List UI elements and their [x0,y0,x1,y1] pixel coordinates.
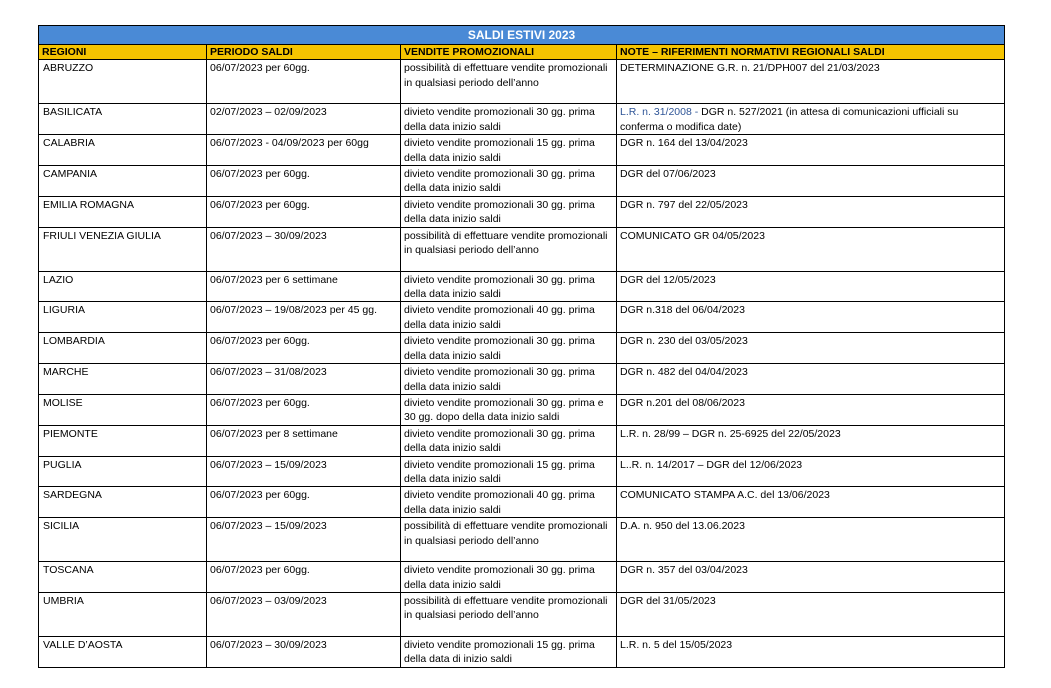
note-text: DGR n.201 del 08/06/2023 [620,396,745,409]
cell-region: FRIULI VENEZIA GIULIA [39,227,207,271]
cell-region: PIEMONTE [39,425,207,456]
cell-region: MOLISE [39,394,207,425]
table-row [39,562,1005,593]
cell-period: 06/07/2023 per 60gg. [207,487,401,518]
table-row [39,60,1005,104]
cell-promo: possibilità di effettuare vendite promozionali in qualsiasi periodo dell’anno [401,227,617,271]
table-body [39,60,1005,667]
note-text: DGR n. 482 del 04/04/2023 [620,366,748,379]
note-text: DGR n.318 del 06/04/2023 [620,304,745,317]
note-text: COMUNICATO GR 04/05/2023 [620,229,765,242]
cell-period: 06/07/2023 per 60gg. [207,394,401,425]
table-row [39,227,1005,271]
cell-period: 06/07/2023 – 15/09/2023 [207,456,401,487]
cell-region: LIGURIA [39,302,207,333]
cell-note [617,487,1005,518]
cell-promo: divieto vendite promozionali 30 gg. prima della data inizio saldi [401,333,617,364]
table-row [39,196,1005,227]
note-text: DGR n. 797 del 22/05/2023 [620,198,748,211]
table-row [39,302,1005,333]
cell-period: 06/07/2023 per 60gg. [207,166,401,197]
cell-note [617,104,1005,135]
table-row [39,333,1005,364]
header-vendite-promozionali: VENDITE PROMOZIONALI [401,45,617,60]
cell-region: BASILICATA [39,104,207,135]
note-text: DETERMINAZIONE G.R. n. 21/DPH007 del 21/03/2023 [620,62,880,75]
cell-region: EMILIA ROMAGNA [39,196,207,227]
saldi-table-container [38,25,1004,668]
cell-region: CALABRIA [39,135,207,166]
cell-note [617,196,1005,227]
cell-note [617,425,1005,456]
cell-note [617,135,1005,166]
table-row [39,166,1005,197]
header-periodo-saldi: PERIODO SALDI [207,45,401,60]
cell-promo: divieto vendite promozionali 30 gg. prima della data inizio saldi [401,196,617,227]
cell-period: 06/07/2023 per 60gg. [207,562,401,593]
cell-region: LAZIO [39,271,207,302]
cell-promo: possibilità di effettuare vendite promozionali in qualsiasi periodo dell’anno [401,592,617,636]
cell-region: CAMPANIA [39,166,207,197]
cell-promo: divieto vendite promozionali 40 gg. prima della data inizio saldi [401,487,617,518]
cell-promo: divieto vendite promozionali 40 gg. prima della data inizio saldi [401,302,617,333]
cell-region: TOSCANA [39,562,207,593]
cell-period: 06/07/2023 – 30/09/2023 [207,636,401,667]
cell-note [617,636,1005,667]
cell-promo: divieto vendite promozionali 30 gg. prima della data inizio saldi [401,364,617,395]
table-row [39,456,1005,487]
cell-note [617,364,1005,395]
cell-promo: divieto vendite promozionali 30 gg. prima della data inizio saldi [401,562,617,593]
cell-promo: possibilità di effettuare vendite promozionali in qualsiasi periodo dell’anno [401,518,617,562]
cell-period: 06/07/2023 - 04/09/2023 per 60gg [207,135,401,166]
note-text: DGR del 07/06/2023 [620,168,716,181]
cell-promo: possibilità di effettuare vendite promozionali in qualsiasi periodo dell’anno [401,60,617,104]
note-text: L.R. n. 5 del 15/05/2023 [620,638,733,651]
saldi-table [38,25,1005,668]
table-row [39,636,1005,667]
cell-promo: divieto vendite promozionali 30 gg. prima della data inizio saldi [401,166,617,197]
note-text: COMUNICATO STAMPA A.C. del 13/06/2023 [620,489,830,502]
cell-region: VALLE D’AOSTA [39,636,207,667]
table-row [39,592,1005,636]
cell-region: MARCHE [39,364,207,395]
note-text: D.A. n. 950 del 13.06.2023 [620,520,745,533]
cell-note [617,227,1005,271]
cell-note [617,302,1005,333]
table-row [39,271,1005,302]
cell-period: 02/07/2023 – 02/09/2023 [207,104,401,135]
cell-promo: divieto vendite promozionali 30 gg. prima e 30 gg. dopo della data inizio saldi [401,394,617,425]
cell-period: 06/07/2023 – 31/08/2023 [207,364,401,395]
note-text: DGR del 12/05/2023 [620,273,716,286]
cell-note [617,518,1005,562]
cell-region: PUGLIA [39,456,207,487]
cell-note [617,333,1005,364]
cell-region: LOMBARDIA [39,333,207,364]
cell-region: UMBRIA [39,592,207,636]
cell-note [617,60,1005,104]
cell-note [617,592,1005,636]
cell-promo: divieto vendite promozionali 15 gg. prima della data inizio saldi [401,135,617,166]
cell-note [617,271,1005,302]
cell-promo: divieto vendite promozionali 30 gg. prima della data inizio saldi [401,271,617,302]
cell-region: SARDEGNA [39,487,207,518]
cell-period: 06/07/2023 per 60gg. [207,333,401,364]
cell-note [617,394,1005,425]
note-link[interactable]: L.R. n. 31/2008 - [620,106,699,119]
note-text: DGR del 31/05/2023 [620,594,716,607]
table-row [39,394,1005,425]
table-row [39,518,1005,562]
note-text: DGR n. 164 del 13/04/2023 [620,137,748,150]
header-regioni: REGIONI [39,45,207,60]
cell-period: 06/07/2023 – 30/09/2023 [207,227,401,271]
table-row [39,104,1005,135]
cell-period: 06/07/2023 per 60gg. [207,196,401,227]
cell-promo: divieto vendite promozionali 15 gg. prima della data inizio saldi [401,456,617,487]
note-text: DGR n. 527/2021 (in attesa di comunicazioni ufficiali su conferma o modifica date) [620,106,959,133]
cell-region: ABRUZZO [39,60,207,104]
table-row [39,364,1005,395]
cell-note [617,562,1005,593]
cell-period: 06/07/2023 – 15/09/2023 [207,518,401,562]
note-text: L.R. n. 28/99 – DGR n. 25-6925 del 22/05/2023 [620,427,841,440]
note-text: DGR n. 230 del 03/05/2023 [620,335,748,348]
cell-period: 06/07/2023 per 6 settimane [207,271,401,302]
table-row [39,425,1005,456]
cell-note [617,166,1005,197]
cell-promo: divieto vendite promozionali 15 gg. prima della data di inizio saldi [401,636,617,667]
cell-period: 06/07/2023 per 60gg. [207,60,401,104]
cell-period: 06/07/2023 – 19/08/2023 per 45 gg. [207,302,401,333]
header-note: NOTE – RIFERIMENTI NORMATIVI REGIONALI SALDI [617,45,1005,60]
cell-period: 06/07/2023 per 8 settimane [207,425,401,456]
cell-promo: divieto vendite promozionali 30 gg. prima della data inizio saldi [401,425,617,456]
note-text: DGR n. 357 del 03/04/2023 [620,564,748,577]
cell-note [617,456,1005,487]
cell-period: 06/07/2023 – 03/09/2023 [207,592,401,636]
table-row [39,487,1005,518]
table-row [39,135,1005,166]
cell-region: SICILIA [39,518,207,562]
cell-promo: divieto vendite promozionali 30 gg. prima della data inizio saldi [401,104,617,135]
note-text: L..R. n. 14/2017 – DGR del 12/06/2023 [620,458,803,471]
table-title: SALDI ESTIVI 2023 [39,26,1005,45]
